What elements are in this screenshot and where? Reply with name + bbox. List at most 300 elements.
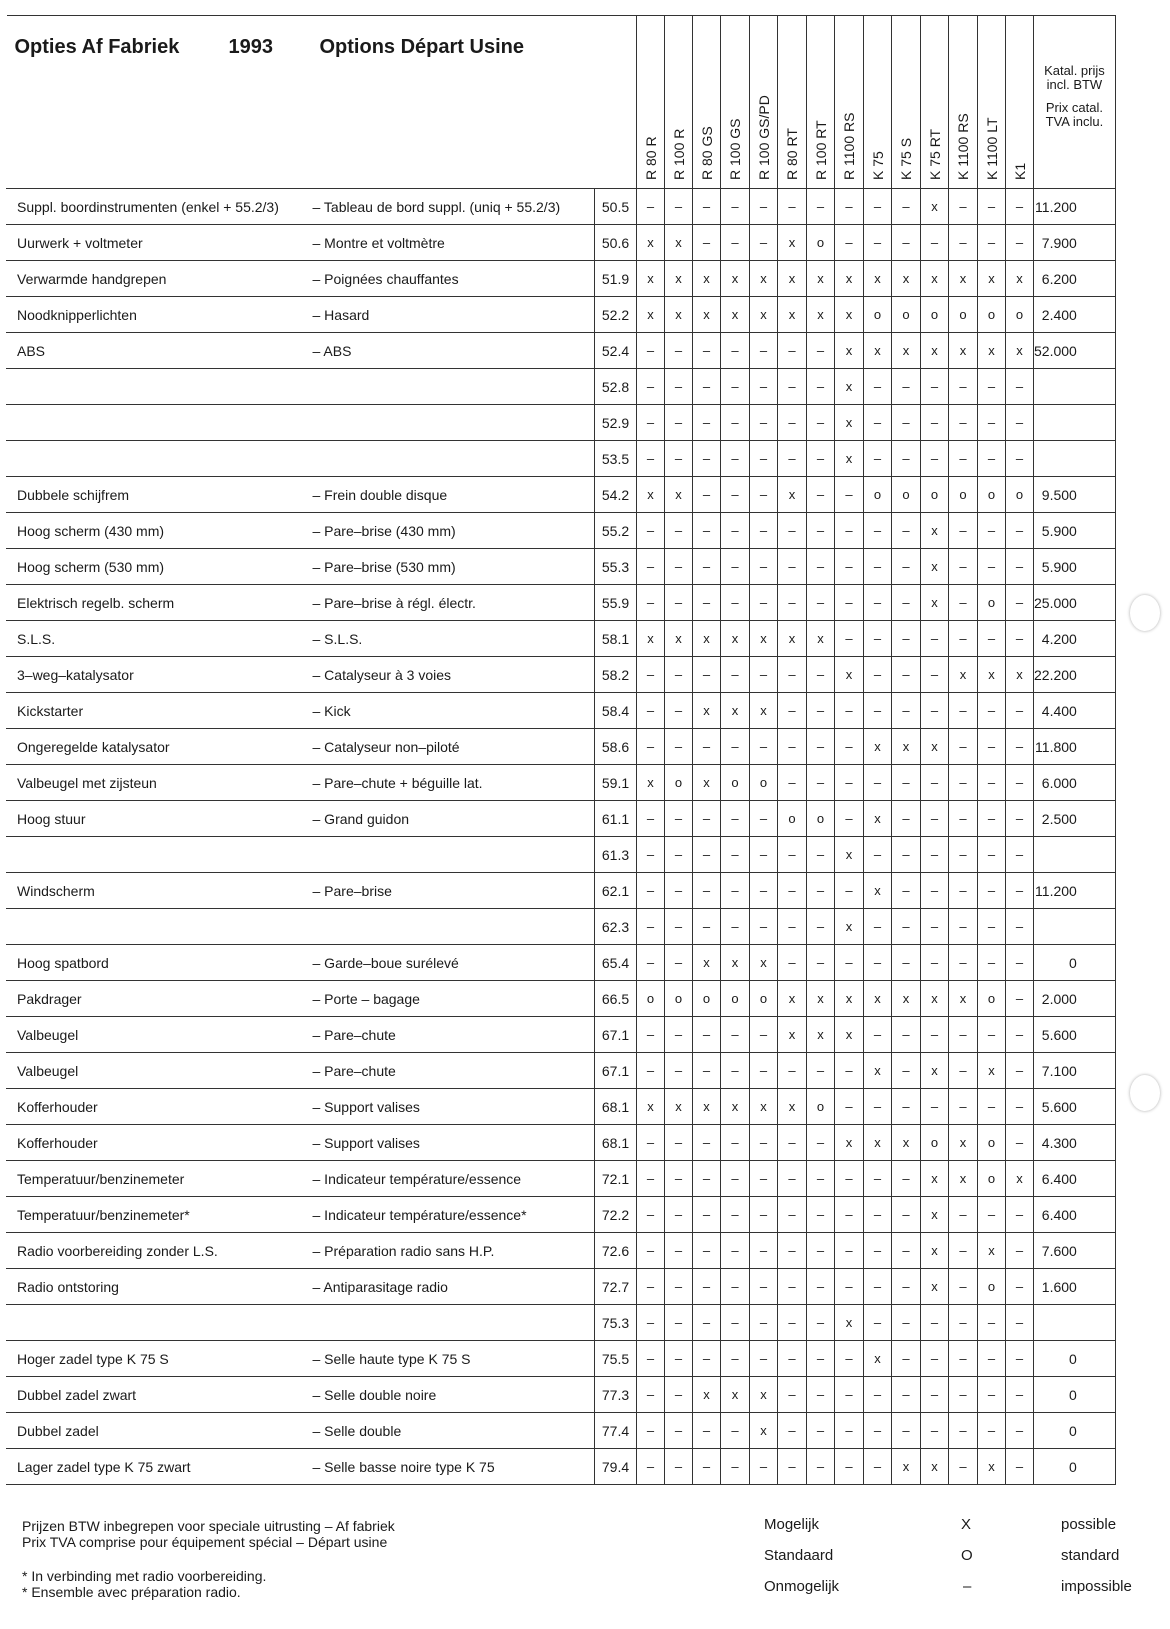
table-row xyxy=(7,189,1116,225)
availability-mark: x xyxy=(665,477,693,513)
option-price: 0 xyxy=(1034,1449,1116,1485)
availability-mark: – xyxy=(835,621,864,657)
availability-mark: – xyxy=(693,549,721,585)
availability-mark: – xyxy=(978,765,1006,801)
availability-mark: – xyxy=(835,1413,864,1449)
availability-mark: x xyxy=(864,873,892,909)
option-name-dutch: Noodknipperlichten xyxy=(7,297,303,333)
availability-mark: – xyxy=(665,1449,693,1485)
availability-mark: – xyxy=(778,441,807,477)
availability-mark: – xyxy=(693,1197,721,1233)
option-code: 52.4 xyxy=(595,333,637,369)
availability-mark: x xyxy=(721,1089,750,1125)
availability-mark: – xyxy=(921,873,949,909)
availability-mark: x xyxy=(721,945,750,981)
availability-mark: – xyxy=(778,1341,807,1377)
option-code: 77.3 xyxy=(595,1377,637,1413)
availability-mark: x xyxy=(835,333,864,369)
option-price: 5.900 xyxy=(1034,549,1116,585)
option-price: 7.900 xyxy=(1034,225,1116,261)
availability-mark: o xyxy=(750,765,778,801)
option-name-dutch: Dubbel zadel zwart xyxy=(7,1377,303,1413)
table-row xyxy=(7,549,1116,585)
availability-mark: x xyxy=(750,1089,778,1125)
option-name-french: – Catalyseur non–piloté xyxy=(303,729,595,765)
availability-mark: – xyxy=(949,369,978,405)
availability-mark: – xyxy=(892,1269,921,1305)
model-label: K 75 S xyxy=(898,137,914,180)
option-name-french: – Pare–brise à régl. électr. xyxy=(303,585,595,621)
option-name-dutch: Temperatuur/benzinemeter xyxy=(7,1161,303,1197)
option-price: 11.800 xyxy=(1034,729,1116,765)
availability-mark: x xyxy=(1006,1161,1034,1197)
option-name-french: – Selle basse noire type K 75 xyxy=(303,1449,595,1485)
availability-mark: x xyxy=(637,225,665,261)
availability-mark: – xyxy=(750,549,778,585)
availability-mark: x xyxy=(892,729,921,765)
availability-mark: – xyxy=(693,1161,721,1197)
option-code: 58.6 xyxy=(595,729,637,765)
availability-mark: x xyxy=(835,909,864,945)
model-column-header xyxy=(693,16,721,189)
availability-mark: – xyxy=(665,693,693,729)
availability-mark: – xyxy=(807,477,835,513)
option-price xyxy=(1034,369,1116,405)
availability-mark: – xyxy=(978,729,1006,765)
availability-mark: – xyxy=(892,909,921,945)
option-name-dutch: Valbeugel xyxy=(7,1017,303,1053)
option-name-dutch: Valbeugel xyxy=(7,1053,303,1089)
availability-mark: x xyxy=(637,297,665,333)
availability-mark: x xyxy=(807,261,835,297)
availability-mark: – xyxy=(864,1017,892,1053)
availability-mark: – xyxy=(807,765,835,801)
model-label: R 80 RT xyxy=(784,128,800,180)
model-column-header xyxy=(921,16,949,189)
availability-mark: – xyxy=(1006,1197,1034,1233)
availability-mark: – xyxy=(807,837,835,873)
availability-mark: – xyxy=(721,1341,750,1377)
availability-mark: – xyxy=(835,585,864,621)
availability-mark: – xyxy=(1006,945,1034,981)
availability-mark: x xyxy=(921,261,949,297)
option-code: 67.1 xyxy=(595,1017,637,1053)
availability-mark: x xyxy=(721,297,750,333)
availability-mark: – xyxy=(921,1413,949,1449)
availability-mark: – xyxy=(1006,369,1034,405)
availability-mark: – xyxy=(1006,873,1034,909)
availability-mark: – xyxy=(721,477,750,513)
availability-mark: – xyxy=(1006,1089,1034,1125)
option-price: 0 xyxy=(1034,1341,1116,1377)
availability-mark: x xyxy=(693,621,721,657)
availability-mark: – xyxy=(1006,1233,1034,1269)
option-code: 62.1 xyxy=(595,873,637,909)
option-name-french: – Pare–brise (430 mm) xyxy=(303,513,595,549)
option-name-french: – Frein double disque xyxy=(303,477,595,513)
option-name-dutch: Kofferhouder xyxy=(7,1089,303,1125)
availability-mark: – xyxy=(778,1377,807,1413)
option-price xyxy=(1034,405,1116,441)
option-code: 58.2 xyxy=(595,657,637,693)
availability-mark: x xyxy=(978,333,1006,369)
availability-mark: – xyxy=(949,1017,978,1053)
option-code: 75.3 xyxy=(595,1305,637,1341)
availability-mark: – xyxy=(778,1161,807,1197)
availability-mark: – xyxy=(892,1233,921,1269)
availability-mark: o xyxy=(721,765,750,801)
availability-mark: – xyxy=(864,1449,892,1485)
availability-mark: – xyxy=(864,585,892,621)
legend-possible-fr: possible xyxy=(1061,1516,1117,1533)
table-row xyxy=(7,225,1116,261)
option-name-french: – Selle haute type K 75 S xyxy=(303,1341,595,1377)
availability-mark: – xyxy=(750,1305,778,1341)
option-code: 61.3 xyxy=(595,837,637,873)
availability-mark: – xyxy=(835,1449,864,1485)
option-price: 5.900 xyxy=(1034,513,1116,549)
table-row xyxy=(7,1197,1116,1233)
table-row xyxy=(7,657,1116,693)
availability-mark: – xyxy=(721,1161,750,1197)
availability-mark: x xyxy=(721,261,750,297)
table-row xyxy=(7,729,1116,765)
availability-mark: – xyxy=(864,1305,892,1341)
options-table xyxy=(6,15,1116,1485)
availability-mark: – xyxy=(1006,1341,1034,1377)
model-column-header xyxy=(778,16,807,189)
availability-mark: – xyxy=(778,1269,807,1305)
availability-mark: – xyxy=(978,1305,1006,1341)
price-header-dutch: Katal. prijs xyxy=(1044,63,1105,78)
availability-mark: x xyxy=(921,1197,949,1233)
availability-mark: – xyxy=(1006,693,1034,729)
availability-mark: – xyxy=(835,1377,864,1413)
availability-mark: – xyxy=(693,369,721,405)
availability-mark: x xyxy=(693,1377,721,1413)
availability-mark: – xyxy=(835,189,864,225)
availability-mark: – xyxy=(778,513,807,549)
availability-mark: – xyxy=(949,1377,978,1413)
availability-mark: o xyxy=(921,477,949,513)
option-name-french: – S.L.S. xyxy=(303,621,595,657)
price-header-french: Prix catal. xyxy=(1045,100,1103,115)
availability-mark: – xyxy=(721,909,750,945)
availability-mark: – xyxy=(892,441,921,477)
availability-mark: – xyxy=(637,1269,665,1305)
availability-mark: – xyxy=(921,369,949,405)
availability-mark: – xyxy=(778,189,807,225)
availability-mark: – xyxy=(1006,441,1034,477)
option-code: 50.5 xyxy=(595,189,637,225)
availability-mark: – xyxy=(750,657,778,693)
model-label: R 100 GS/PD xyxy=(755,95,772,180)
availability-mark: – xyxy=(807,405,835,441)
availability-mark: – xyxy=(892,1377,921,1413)
availability-mark: – xyxy=(892,1305,921,1341)
model-label: R 100 R xyxy=(670,128,687,180)
availability-mark: – xyxy=(665,1305,693,1341)
model-label: K1 xyxy=(1011,162,1028,180)
availability-mark: – xyxy=(864,909,892,945)
table-row xyxy=(7,1377,1116,1413)
availability-mark: – xyxy=(978,1089,1006,1125)
option-code: 72.1 xyxy=(595,1161,637,1197)
availability-mark: – xyxy=(921,405,949,441)
option-name-french: – Kick xyxy=(303,693,595,729)
availability-mark: – xyxy=(807,333,835,369)
availability-mark: – xyxy=(892,585,921,621)
availability-mark: x xyxy=(637,261,665,297)
availability-mark: – xyxy=(665,1197,693,1233)
availability-mark: – xyxy=(1006,1053,1034,1089)
availability-mark: – xyxy=(978,1197,1006,1233)
option-code: 65.4 xyxy=(595,945,637,981)
availability-mark: – xyxy=(892,549,921,585)
option-name-french: – Grand guidon xyxy=(303,801,595,837)
option-name-french: – Tableau de bord suppl. (uniq + 55.2/3) xyxy=(303,189,595,225)
availability-mark: – xyxy=(778,549,807,585)
price-header-french: TVA inclu. xyxy=(1045,114,1104,129)
availability-mark: x xyxy=(892,261,921,297)
availability-mark: x xyxy=(835,297,864,333)
availability-mark: x xyxy=(693,1089,721,1125)
option-name-dutch: Temperatuur/benzinemeter* xyxy=(7,1197,303,1233)
option-name-french: – Garde–boue surélevé xyxy=(303,945,595,981)
availability-mark: – xyxy=(1006,1305,1034,1341)
option-price: 4.300 xyxy=(1034,1125,1116,1161)
availability-mark: x xyxy=(1006,333,1034,369)
availability-mark: x xyxy=(892,1449,921,1485)
availability-mark: – xyxy=(1006,981,1034,1017)
availability-mark: x xyxy=(665,261,693,297)
availability-mark: – xyxy=(807,1377,835,1413)
option-name-dutch: Pakdrager xyxy=(7,981,303,1017)
availability-mark: – xyxy=(1006,513,1034,549)
table-row xyxy=(7,765,1116,801)
availability-mark: x xyxy=(750,261,778,297)
availability-mark: x xyxy=(921,1449,949,1485)
option-code: 52.9 xyxy=(595,405,637,441)
option-name-dutch: Hoger zadel type K 75 S xyxy=(7,1341,303,1377)
availability-mark: x xyxy=(721,621,750,657)
availability-mark: – xyxy=(750,729,778,765)
availability-mark: – xyxy=(778,1305,807,1341)
availability-mark: – xyxy=(665,945,693,981)
availability-mark: – xyxy=(949,693,978,729)
option-price: 7.100 xyxy=(1034,1053,1116,1089)
punch-hole xyxy=(1130,595,1160,631)
availability-mark: – xyxy=(721,441,750,477)
availability-mark: x xyxy=(693,297,721,333)
availability-mark: – xyxy=(750,1161,778,1197)
availability-mark: x xyxy=(637,477,665,513)
option-code: 68.1 xyxy=(595,1125,637,1161)
option-code: 77.4 xyxy=(595,1413,637,1449)
availability-mark: – xyxy=(949,837,978,873)
availability-mark: – xyxy=(693,225,721,261)
option-code: 79.4 xyxy=(595,1449,637,1485)
availability-mark: – xyxy=(978,225,1006,261)
availability-mark: – xyxy=(978,945,1006,981)
availability-mark: – xyxy=(864,621,892,657)
availability-mark: o xyxy=(978,477,1006,513)
availability-mark: x xyxy=(921,729,949,765)
option-price: 6.200 xyxy=(1034,261,1116,297)
availability-mark: – xyxy=(949,1269,978,1305)
availability-mark: x xyxy=(864,333,892,369)
option-name-french: – Support valises xyxy=(303,1089,595,1125)
availability-mark: x xyxy=(949,1161,978,1197)
availability-mark: – xyxy=(978,1413,1006,1449)
availability-mark: – xyxy=(864,1089,892,1125)
availability-mark: – xyxy=(949,441,978,477)
table-row xyxy=(7,441,1116,477)
availability-mark: – xyxy=(750,585,778,621)
option-price: 6.400 xyxy=(1034,1161,1116,1197)
options-table-container xyxy=(6,15,1116,1485)
availability-mark: – xyxy=(750,909,778,945)
availability-mark: x xyxy=(665,1089,693,1125)
availability-mark: – xyxy=(637,1413,665,1449)
availability-mark: – xyxy=(693,1305,721,1341)
availability-mark: x xyxy=(750,297,778,333)
availability-mark: x xyxy=(921,1161,949,1197)
availability-mark: – xyxy=(949,513,978,549)
title-french: Options Départ Usine xyxy=(319,36,524,58)
availability-mark: x xyxy=(921,981,949,1017)
option-name-french xyxy=(303,837,595,873)
availability-mark: – xyxy=(807,369,835,405)
availability-mark: – xyxy=(637,441,665,477)
availability-mark: – xyxy=(750,837,778,873)
option-code: 55.2 xyxy=(595,513,637,549)
availability-mark: – xyxy=(807,909,835,945)
availability-mark: – xyxy=(1006,405,1034,441)
availability-mark: – xyxy=(921,1377,949,1413)
availability-mark: x xyxy=(778,225,807,261)
availability-mark: – xyxy=(949,585,978,621)
option-name-dutch xyxy=(7,1305,303,1341)
availability-mark: – xyxy=(892,873,921,909)
option-price: 52.000 xyxy=(1034,333,1116,369)
availability-mark: x xyxy=(978,1233,1006,1269)
availability-mark: – xyxy=(807,1125,835,1161)
availability-mark: – xyxy=(949,945,978,981)
availability-mark: – xyxy=(721,801,750,837)
availability-mark: – xyxy=(750,1197,778,1233)
availability-mark: – xyxy=(1006,1125,1034,1161)
availability-mark: – xyxy=(693,441,721,477)
model-label: R 1100 RS xyxy=(841,112,857,180)
table-row xyxy=(7,369,1116,405)
option-name-dutch: 3–weg–katalysator xyxy=(7,657,303,693)
availability-mark: – xyxy=(978,1377,1006,1413)
price-note xyxy=(22,1518,395,1550)
model-label: R 100 GS xyxy=(727,118,743,180)
availability-mark: – xyxy=(693,873,721,909)
availability-mark: – xyxy=(807,441,835,477)
availability-mark: – xyxy=(721,513,750,549)
availability-mark: – xyxy=(892,513,921,549)
availability-mark: – xyxy=(721,873,750,909)
availability-mark: – xyxy=(637,1197,665,1233)
option-name-dutch xyxy=(7,441,303,477)
option-name-french: – Porte – bagage xyxy=(303,981,595,1017)
availability-mark: – xyxy=(835,1089,864,1125)
model-column-header xyxy=(978,16,1006,189)
option-name-french: – Indicateur température/essence* xyxy=(303,1197,595,1233)
availability-mark: – xyxy=(892,1341,921,1377)
option-price: 7.600 xyxy=(1034,1233,1116,1269)
availability-mark: – xyxy=(807,549,835,585)
availability-mark: o xyxy=(807,1089,835,1125)
model-column-header xyxy=(949,16,978,189)
availability-mark: – xyxy=(665,189,693,225)
option-price: 2.000 xyxy=(1034,981,1116,1017)
option-price: 9.500 xyxy=(1034,477,1116,513)
availability-mark: – xyxy=(665,909,693,945)
availability-mark: – xyxy=(637,801,665,837)
availability-mark: x xyxy=(921,189,949,225)
option-price: 25.000 xyxy=(1034,585,1116,621)
availability-mark: – xyxy=(949,549,978,585)
availability-mark: – xyxy=(864,765,892,801)
availability-mark: x xyxy=(921,549,949,585)
availability-mark: – xyxy=(778,1197,807,1233)
availability-mark: x xyxy=(949,1125,978,1161)
availability-mark: – xyxy=(921,1017,949,1053)
table-row xyxy=(7,261,1116,297)
option-price: 6.000 xyxy=(1034,765,1116,801)
availability-mark: – xyxy=(750,405,778,441)
availability-mark: – xyxy=(665,369,693,405)
availability-mark: x xyxy=(693,693,721,729)
option-code: 67.1 xyxy=(595,1053,637,1089)
availability-mark: – xyxy=(665,1269,693,1305)
availability-mark: – xyxy=(1006,801,1034,837)
availability-mark: – xyxy=(807,1341,835,1377)
availability-mark: – xyxy=(778,1125,807,1161)
model-column-header xyxy=(750,16,778,189)
availability-mark: – xyxy=(807,729,835,765)
availability-mark: x xyxy=(864,729,892,765)
availability-mark: – xyxy=(1006,549,1034,585)
availability-mark: – xyxy=(978,513,1006,549)
availability-mark: – xyxy=(750,1233,778,1269)
availability-mark: x xyxy=(665,225,693,261)
option-name-french: – Antiparasitage radio xyxy=(303,1269,595,1305)
availability-mark: x xyxy=(750,945,778,981)
price-note-dutch: Prijzen BTW inbegrepen voor speciale uitrusting – Af fabriek xyxy=(22,1518,395,1534)
availability-mark: x xyxy=(949,261,978,297)
table-row xyxy=(7,1053,1116,1089)
option-name-french xyxy=(303,369,595,405)
availability-mark: – xyxy=(665,405,693,441)
availability-mark: – xyxy=(807,873,835,909)
option-price: 11.200 xyxy=(1034,873,1116,909)
availability-mark: x xyxy=(921,1053,949,1089)
option-name-dutch: Hoog spatbord xyxy=(7,945,303,981)
availability-mark: x xyxy=(637,1089,665,1125)
availability-mark: x xyxy=(949,333,978,369)
availability-mark: x xyxy=(665,621,693,657)
availability-mark: – xyxy=(721,1017,750,1053)
options-table-body xyxy=(7,189,1116,1485)
availability-mark: – xyxy=(978,405,1006,441)
availability-mark: – xyxy=(665,729,693,765)
availability-mark: x xyxy=(778,1089,807,1125)
